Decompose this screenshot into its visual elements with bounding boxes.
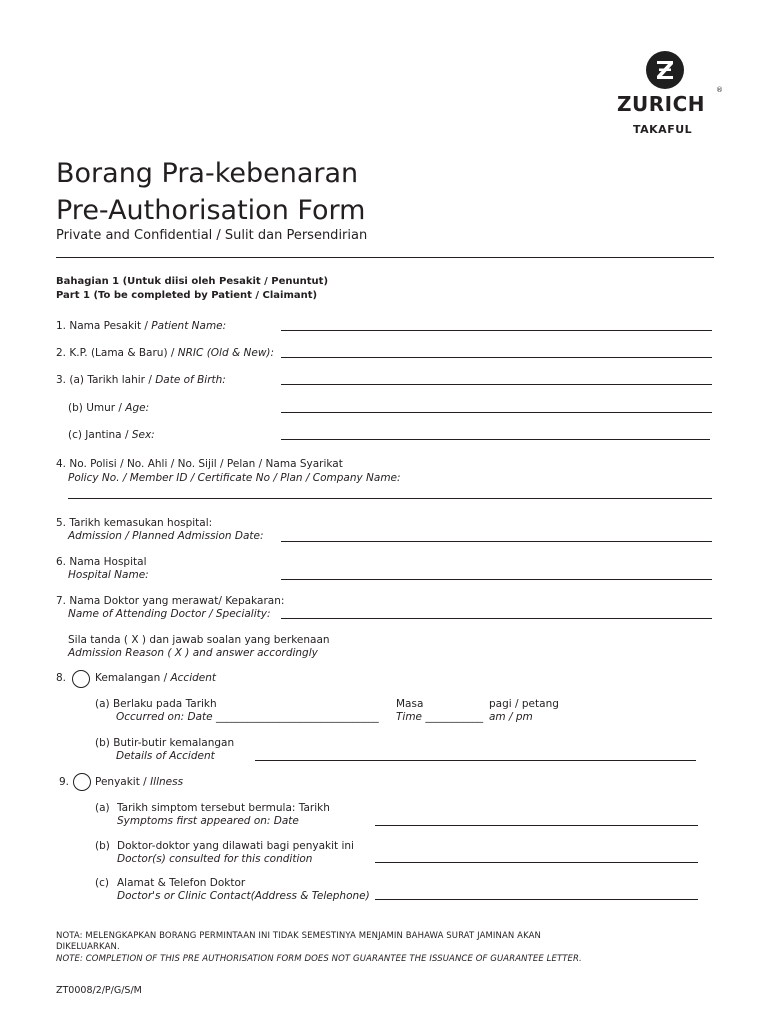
field-age-label: (b) Umur / Age: <box>68 402 150 414</box>
age-input[interactable] <box>281 412 712 413</box>
form-code: ZT0008/2/P/G/S/M <box>56 985 142 996</box>
doctors-consulted-label-english: Doctor(s) consulted for this condition <box>117 853 313 865</box>
field-admission-date-label: 5. Tarikh kemasukan hospital: <box>56 517 213 529</box>
symptoms-date-label: Tarikh simptom tersebut bermula: Tarikh <box>117 802 330 814</box>
illness-a-marker: (a) <box>95 802 110 814</box>
instruction-malay: Sila tanda ( X ) dan jawab soalan yang berkenaan <box>68 634 330 646</box>
field-doctor-label-english: Name of Attending Doctor / Speciality: <box>68 608 271 620</box>
note-malay-line1: NOTA: MELENGKAPKAN BORANG PERMINTAAN INI TIDAK SEMESTINYA MENJAMIN BAHAWA SURAT JAMINAN AKAN <box>56 931 541 941</box>
patient-name-input[interactable] <box>281 330 712 331</box>
accident-time-label-english: Time ___________ <box>396 711 484 723</box>
form-subtitle: Private and Confidential / Sulit dan Persendirian <box>56 228 368 243</box>
doctors-consulted-label: Doktor-doktor yang dilawati bagi penyakit ini <box>117 840 354 852</box>
field-policy-label: 4. No. Polisi / No. Ahli / No. Sijil / Pelan / Nama Syarikat <box>56 458 343 470</box>
q9-number: 9. <box>59 776 70 788</box>
logo-wordmark: ZURICH <box>617 92 705 116</box>
logo-subtitle: TAKAFUL <box>633 123 693 136</box>
policy-input[interactable] <box>68 498 712 499</box>
q8-number: 8. <box>56 672 67 684</box>
field-nric-label: 2. K.P. (Lama & Baru) / NRIC (Old & New): <box>56 347 275 359</box>
field-dob-label: 3. (a) Tarikh lahir / Date of Birth: <box>56 374 226 386</box>
accident-label: Kemalangan / Accident <box>95 672 217 684</box>
accident-details-label: (b) Butir-butir kemalangan <box>95 737 235 749</box>
illness-checkbox[interactable] <box>73 773 91 791</box>
illness-label: Penyakit / Illness <box>95 776 184 788</box>
instruction-english: Admission Reason ( X ) and answer accordingly <box>68 647 318 659</box>
admission-date-input[interactable] <box>281 541 712 542</box>
part1-heading-malay: Bahagian 1 (Untuk diisi oleh Pesakit / Penuntut) <box>56 276 329 287</box>
field-policy-label-english: Policy No. / Member ID / Certificate No / Plan / Company Name: <box>68 472 401 484</box>
illness-b-marker: (b) <box>95 840 110 852</box>
note-english: NOTE: COMPLETION OF THIS PRE AUTHORISATION FORM DOES NOT GUARANTEE THE ISSUANCE OF GUARANTEE LETTER. <box>56 954 582 964</box>
field-sex-label: (c) Jantina / Sex: <box>68 429 155 441</box>
nric-input[interactable] <box>281 357 712 358</box>
dob-input[interactable] <box>281 384 712 385</box>
sex-input[interactable] <box>281 439 710 440</box>
registered-mark: ® <box>716 86 723 94</box>
field-hospital-label: 6. Nama Hospital <box>56 556 147 568</box>
field-admission-date-label-english: Admission / Planned Admission Date: <box>68 530 264 542</box>
doctors-consulted-input[interactable] <box>375 862 698 863</box>
doctor-contact-label: Alamat & Telefon Doktor <box>117 877 246 889</box>
symptoms-date-label-english: Symptoms first appeared on: Date <box>117 815 299 827</box>
title-divider <box>56 257 714 258</box>
symptoms-date-input[interactable] <box>375 825 698 826</box>
accident-checkbox[interactable] <box>72 670 90 688</box>
doctor-contact-label-english: Doctor's or Clinic Contact(Address & Telephone) <box>117 890 370 902</box>
doctor-input[interactable] <box>281 618 712 619</box>
field-hospital-label-english: Hospital Name: <box>68 569 149 581</box>
doctor-contact-input[interactable] <box>375 899 698 900</box>
field-doctor-label: 7. Nama Doktor yang merawat/ Kepakaran: <box>56 595 285 607</box>
zurich-z-logo-icon <box>646 51 684 89</box>
form-title-malay: Borang Pra-kebenaran <box>56 158 359 189</box>
accident-details-input[interactable] <box>255 760 696 761</box>
accident-ampm-label-english: am / pm <box>489 711 533 723</box>
part1-heading-english: Part 1 (To be completed by Patient / Claimant) <box>56 290 318 301</box>
accident-ampm-label: pagi / petang <box>489 698 559 710</box>
illness-c-marker: (c) <box>95 877 109 889</box>
accident-time-label: Masa <box>396 698 424 710</box>
accident-date-label-english: Occurred on: Date _______________________________ <box>116 711 379 723</box>
accident-date-label: (a) Berlaku pada Tarikh <box>95 698 217 710</box>
note-malay-line2: DIKELUARKAN. <box>56 942 120 952</box>
accident-details-label-english: Details of Accident <box>116 750 215 762</box>
hospital-input[interactable] <box>281 579 712 580</box>
form-title-english: Pre-Authorisation Form <box>56 195 366 226</box>
field-patient-name-label: 1. Nama Pesakit / Patient Name: <box>56 320 227 332</box>
